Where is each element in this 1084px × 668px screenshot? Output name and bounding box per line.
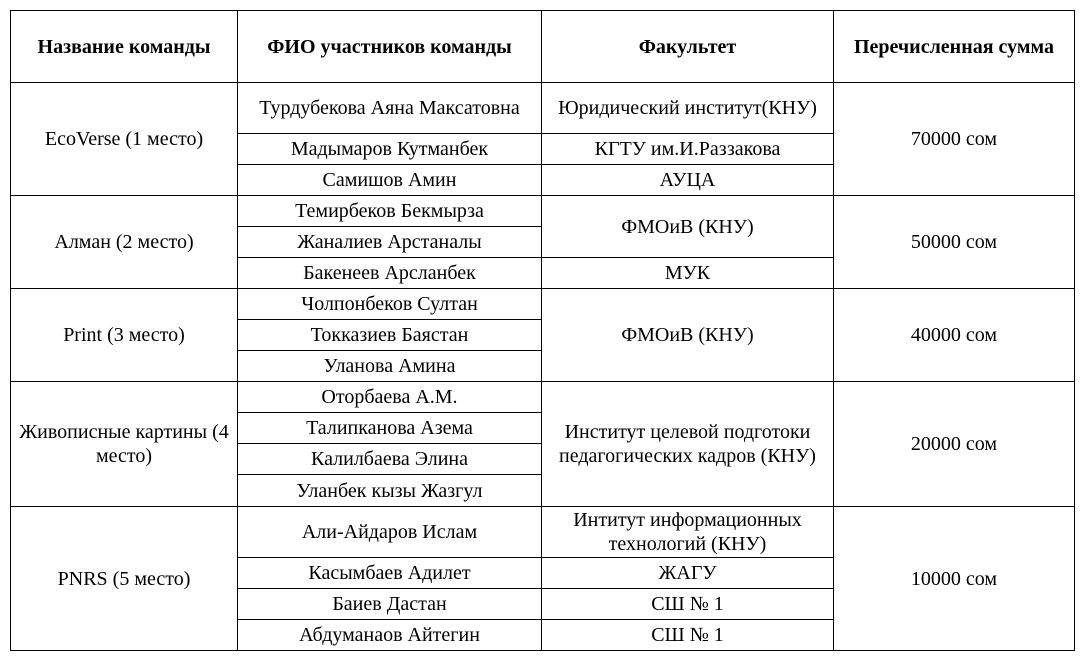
member-faculty: ФМОиВ (КНУ) [542,289,834,382]
member-name: Уланова Амина [238,351,542,382]
table-row [11,507,1075,558]
member-faculty: Юридический институт(КНУ) [542,83,834,134]
member-name: Али-Айдаров Ислам [238,507,542,558]
member-name: Талипканова Азема [238,413,542,444]
header-faculty: Факультет [542,11,834,83]
member-faculty: СШ № 1 [542,620,834,651]
member-faculty: ФМОиВ (КНУ) [542,196,834,258]
results-table [10,10,1075,651]
member-name: Мадымаров Кутманбек [238,134,542,165]
member-name: Касымбаев Адилет [238,558,542,589]
team-name: PNRS (5 место) [11,507,238,651]
member-name: Оторбаева А.М. [238,382,542,413]
member-name: Баиев Дастан [238,589,542,620]
team-amount: 20000 сом [834,382,1075,507]
member-faculty: СШ № 1 [542,589,834,620]
member-name: Турдубекова Аяна Максатовна [238,83,542,134]
header-members: ФИО участников команды [238,11,542,83]
member-name: Темирбеков Бекмырза [238,196,542,227]
table-row [11,196,1075,227]
team-name: EcoVerse (1 место) [11,83,238,196]
member-name: Самишов Амин [238,165,542,196]
member-name: Бакенеев Арсланбек [238,258,542,289]
member-name: Жаналиев Арстаналы [238,227,542,258]
team-amount: 70000 сом [834,83,1075,196]
member-name: Чолпонбеков Султан [238,289,542,320]
member-name: Калилбаева Элина [238,444,542,475]
member-name: Абдуманаов Айтегин [238,620,542,651]
team-name: Print (3 место) [11,289,238,382]
team-name: Живописные картины (4 место) [11,382,238,507]
member-faculty: Институт целевой подготоки педагогических кадров (КНУ) [542,382,834,507]
member-name: Уланбек кызы Жазгул [238,475,542,507]
team-amount: 10000 сом [834,507,1075,651]
member-faculty: МУК [542,258,834,289]
member-faculty: ЖАГУ [542,558,834,589]
table-row [11,382,1075,413]
header-team: Название команды [11,11,238,83]
member-name: Токказиев Баястан [238,320,542,351]
header-amount: Перечисленная сумма [834,11,1075,83]
member-faculty: Интитут информационных технологий (КНУ) [542,507,834,558]
team-amount: 40000 сом [834,289,1075,382]
header-row [11,11,1075,83]
team-name: Алман (2 место) [11,196,238,289]
member-faculty: КГТУ им.И.Раззакова [542,134,834,165]
table-row [11,83,1075,134]
member-faculty: АУЦА [542,165,834,196]
team-amount: 50000 сом [834,196,1075,289]
table-row [11,289,1075,320]
